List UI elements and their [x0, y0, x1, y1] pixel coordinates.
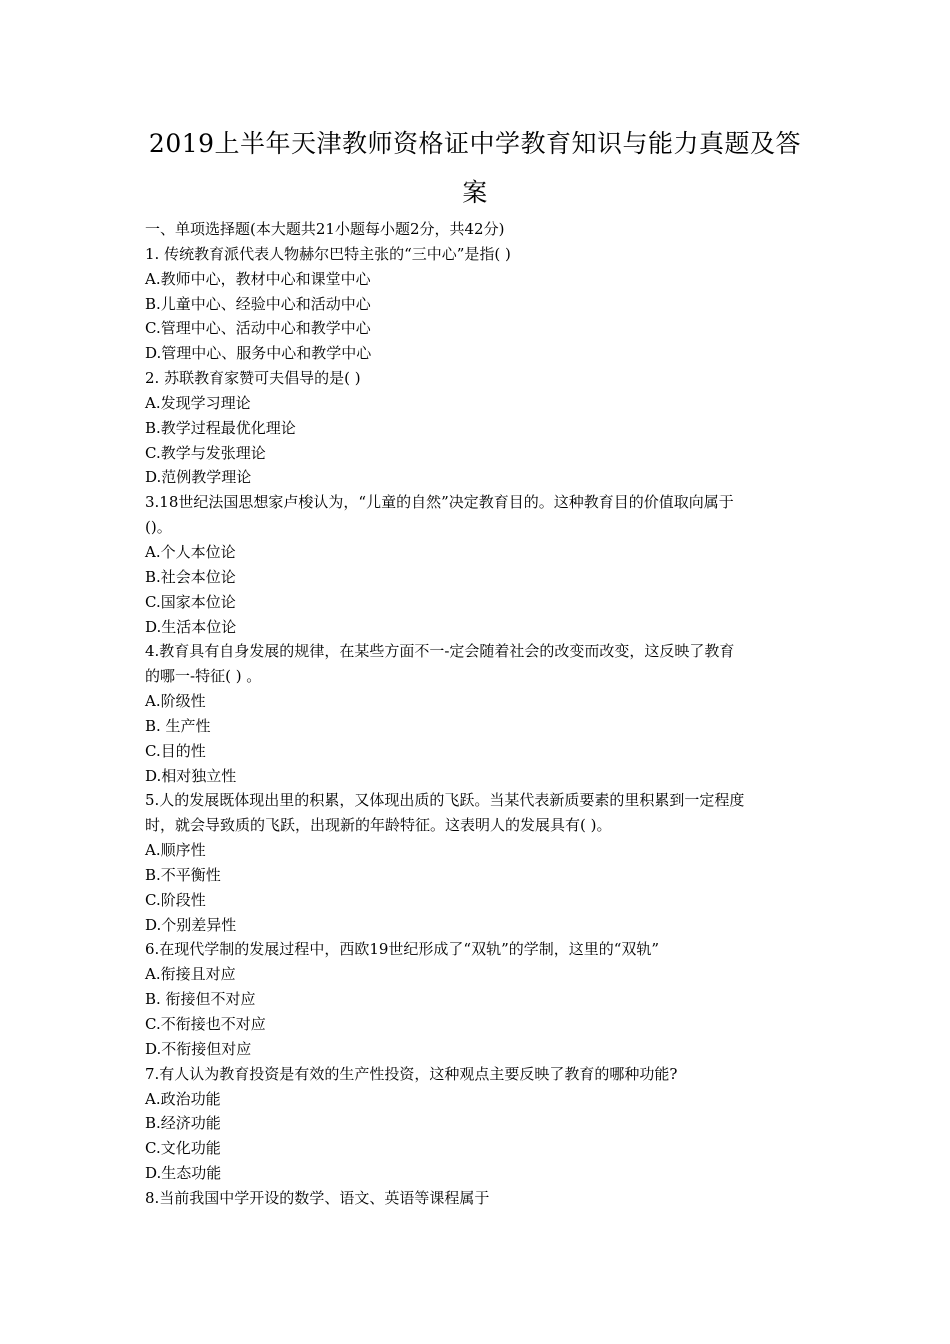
document-body — [145, 217, 813, 1211]
question-5-continued: 时，就会导致质的飞跃，出现新的年龄特征。这表明人的发展具有( )。 — [145, 816, 612, 835]
option-line: A.衔接且对应 — [145, 965, 236, 984]
option-line: A.个人本位论 — [145, 542, 236, 561]
option-line: C.目的性 — [145, 741, 206, 760]
option-line: B.教学过程最优化理论 — [145, 418, 296, 437]
question-2: 2. 苏联教育家赞可夫倡导的是( ) — [145, 369, 361, 388]
question-5: 5.人的发展既体现出里的积累，又体现出质的飞跃。当某代表新质要素的里积累到一定程度 — [145, 791, 745, 810]
option-line: B. 衔接但不对应 — [145, 990, 256, 1009]
option-line: D.个别差异性 — [145, 915, 237, 934]
option-line: C.教学与发张理论 — [145, 443, 266, 462]
option-line: C.文化功能 — [145, 1139, 221, 1158]
question-1: 1. 传统教育派代表人物赫尔巴特主张的“三中心”是指( ) — [145, 244, 511, 263]
option-line: D.生活本位论 — [145, 617, 237, 636]
option-line: D.管理中心、服务中心和教学中心 — [145, 344, 372, 363]
section-heading: 一、单项选择题(本大题共21小题每小题2分，共42分) — [145, 220, 505, 238]
option-line: B. 生产性 — [145, 716, 211, 735]
question-8: 8.当前我国中学开设的数学、语文、英语等课程属于 — [145, 1188, 490, 1207]
option-line: C.不衔接也不对应 — [145, 1015, 266, 1033]
option-line: C.管理中心、活动中心和教学中心 — [145, 319, 371, 338]
option-line: B.不平衡性 — [145, 865, 221, 884]
document-title-continued: 案 — [462, 178, 488, 207]
option-line: A.教师中心，教材中心和课堂中心 — [145, 269, 371, 288]
question-6: 6.在现代学制的发展过程中，西欧19世纪形成了“双轨”的学制，这里的“双轨” — [145, 940, 660, 959]
option-line: B.儿童中心、经验中心和活动中心 — [145, 294, 371, 313]
option-line: D.生态功能 — [145, 1164, 222, 1183]
option-line: A.政治功能 — [145, 1089, 221, 1108]
option-line: A.发现学习理论 — [145, 393, 251, 412]
question-4-continued: 的哪一-特征( ) 。 — [145, 667, 262, 686]
option-line: B.社会本位论 — [145, 567, 236, 586]
option-line: D.范例教学理论 — [145, 468, 252, 487]
option-line: A.顺序性 — [145, 841, 206, 860]
document-title: 2019上半年天津教师资格证中学教育知识与能力真题及答 — [148, 129, 802, 158]
option-line: C.阶段性 — [145, 890, 206, 909]
option-line: C.国家本位论 — [145, 592, 236, 611]
question-7: 7.有人认为教育投资是有效的生产性投资，这种观点主要反映了教育的哪种功能? — [145, 1064, 678, 1083]
option-line: B.经济功能 — [145, 1114, 221, 1133]
question-3-continued: ()。 — [145, 518, 172, 537]
question-4: 4.教育具有自身发展的规律，在某些方面不一-定会随着社会的改变而改变，这反映了教育 — [145, 642, 735, 661]
option-line: D.不衔接但对应 — [145, 1039, 252, 1058]
question-3: 3.18世纪法国思想家卢梭认为，“儿童的自然”决定教育目的。这种教育目的价值取向属于 — [145, 493, 734, 512]
option-line: D.相对独立性 — [145, 766, 237, 785]
option-line: A.阶级性 — [145, 692, 206, 711]
